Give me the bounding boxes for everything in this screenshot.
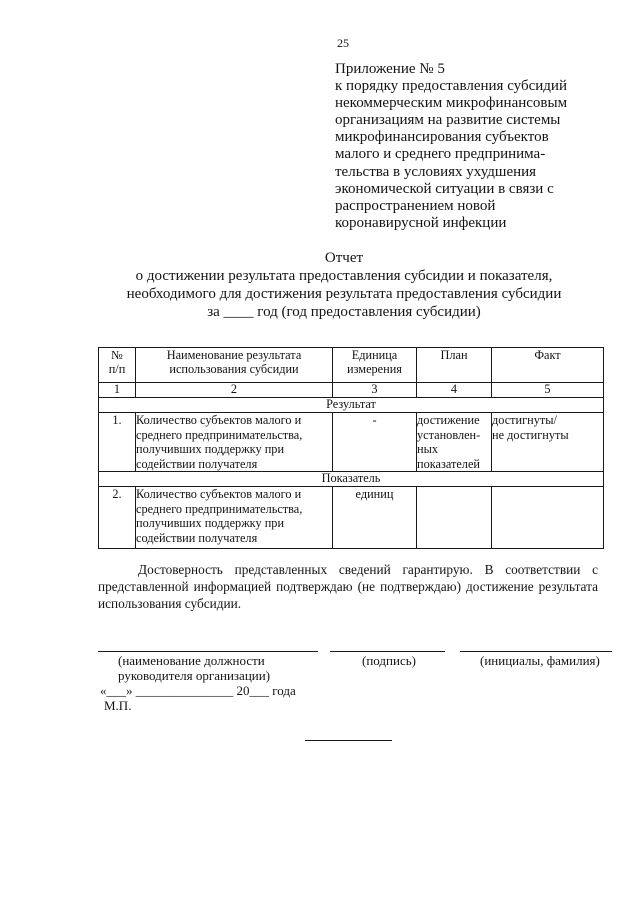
stamp-label: М.П. (104, 698, 132, 713)
signature-caption: (подпись) (362, 653, 416, 668)
row-fact-cell-empty (492, 487, 604, 549)
attestation-line: представленной информацией подтверждаю (не подтверждаю) достижение результата (98, 579, 598, 594)
row-unit-cell: - (333, 413, 417, 472)
appendix-line: организациям на развитие системы (335, 112, 561, 129)
header-cell-name: Наименование результата использования субсидии (136, 348, 333, 383)
report-subtitle-line: необходимого для достижения результата предоставления субсидии (126, 286, 562, 302)
row-fact-cell: достигнуты/ не достигнуты (492, 413, 604, 472)
column-number-cell: 3 (333, 383, 417, 398)
row-unit-cell: единиц (333, 487, 417, 549)
job-title-blank-line (98, 651, 318, 652)
appendix-line: к порядку предоставления субсидий (335, 78, 567, 95)
appendix-block (335, 61, 625, 232)
closing-rule (305, 740, 392, 741)
attestation-line: использования субсидии. (98, 596, 242, 611)
section-label-result: Результат (99, 398, 604, 413)
row-number-cell: 2. (99, 487, 136, 549)
header-cell-unit: Единица измерения (333, 348, 417, 383)
appendix-line: экономической ситуации в связи с (335, 180, 554, 197)
date-line: «___» _______________ 20___ года (100, 683, 296, 698)
header-cell-plan: План (417, 348, 492, 383)
report-heading (94, 249, 594, 321)
column-number-cell: 5 (492, 383, 604, 398)
report-period-line: за ____ год (год предоставления субсидии) (207, 304, 481, 320)
section-label-indicator: Показатель (99, 472, 604, 487)
row-plan-cell-empty (417, 487, 492, 549)
appendix-line: коронавирусной инфекции (335, 214, 507, 231)
name-blank-line (460, 651, 612, 652)
section-row-result (99, 398, 604, 413)
section-row-indicator (99, 472, 604, 487)
appendix-line: микрофинансирования субъектов (335, 129, 549, 146)
page-number: 25 (337, 36, 349, 50)
column-number-row (99, 383, 604, 398)
attestation-line: Достоверность представленных сведений гарантирую. В соответствии с (138, 562, 598, 577)
row-name-cell: Количество субъектов малого и среднего предпринимательства, получивших поддержку при содействии получателя (136, 413, 333, 472)
report-title: Отчет (324, 250, 364, 266)
appendix-title: Приложение № 5 (335, 61, 445, 77)
column-number-cell: 4 (417, 383, 492, 398)
results-table (98, 347, 604, 549)
job-title-caption: (наименование должности руководителя организации) (118, 653, 271, 683)
row-number-cell: 1. (99, 413, 136, 472)
appendix-line: распространением новой (335, 197, 496, 214)
column-number-cell: 2 (136, 383, 333, 398)
appendix-line: тельства в условиях ухудшения (335, 163, 537, 180)
header-cell-number: № п/п (99, 348, 136, 383)
name-caption: (инициалы, фамилия) (480, 653, 600, 668)
header-cell-fact: Факт (492, 348, 604, 383)
signature-blank-line (330, 651, 445, 652)
table-row (99, 487, 604, 549)
row-name-cell: Количество субъектов малого и среднего предпринимательства, получивших поддержку при содействии получателя (136, 487, 333, 549)
table-row (99, 413, 604, 472)
row-plan-cell: достижение установлен- ных показателей (417, 413, 492, 472)
appendix-line: некоммерческим микрофинансовым (335, 95, 568, 112)
report-subtitle-line: о достижении результата предоставления субсидии и показателя, (135, 268, 553, 284)
column-number-cell: 1 (99, 383, 136, 398)
table-header-row (99, 348, 604, 383)
appendix-line: малого и среднего предпринима- (335, 146, 546, 163)
